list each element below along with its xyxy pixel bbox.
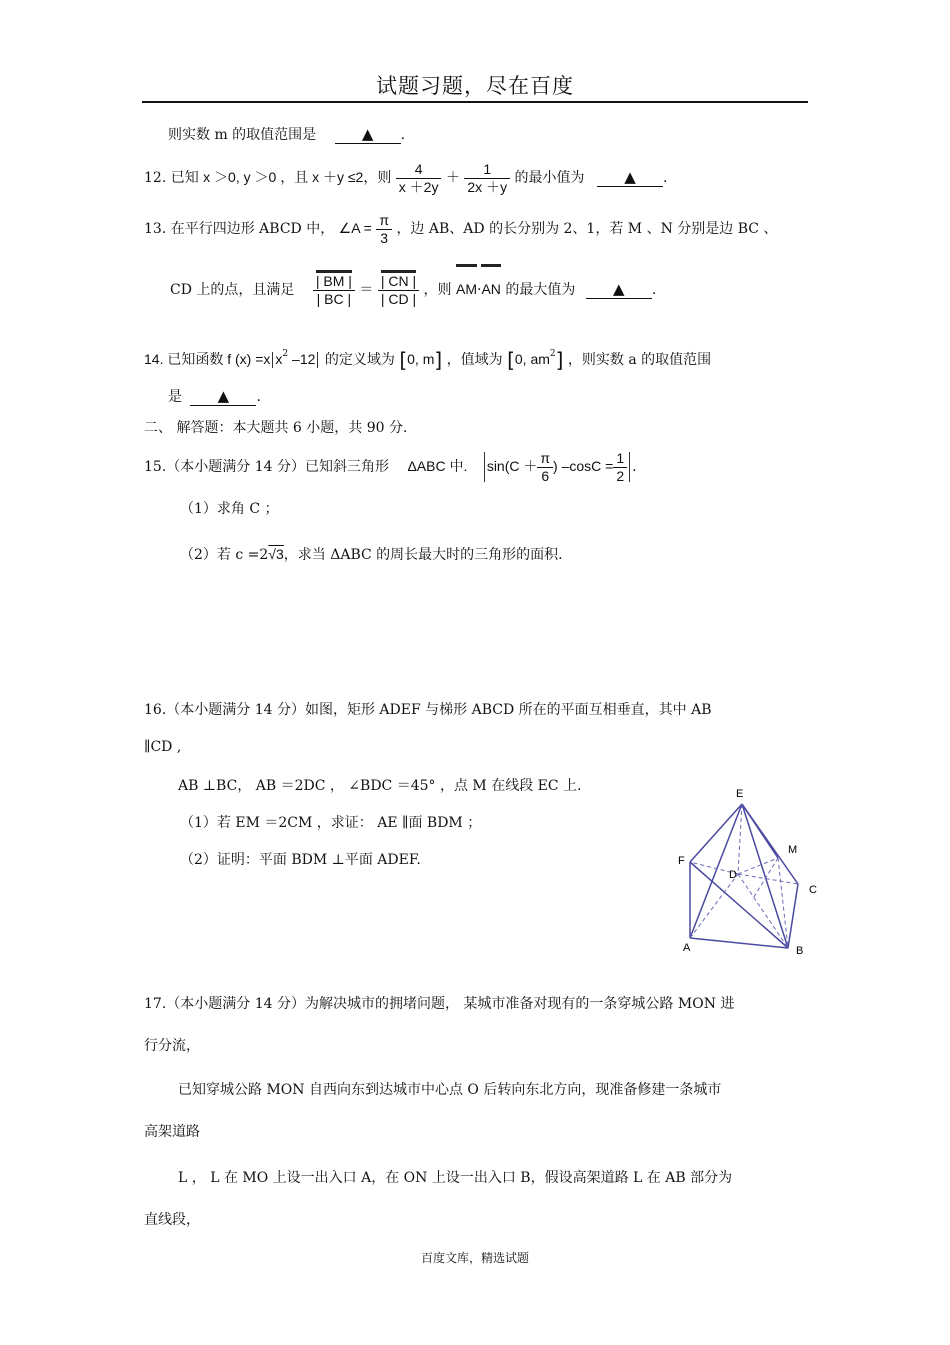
q13-ratio-2-denominator: | CD |	[378, 290, 419, 308]
q17-line-1: 17.（本小题满分 14 分）为解决城市的拥堵问题， 某城市准备对现有的一条穿城公路 MON 进	[144, 996, 735, 1012]
q13-line2-tail: 的最大值为	[505, 282, 576, 298]
q15-pi-fraction	[537, 450, 553, 485]
q15-end: .	[632, 459, 637, 475]
page-header-title: 试题习题，尽在百度	[376, 74, 574, 98]
q15-part-2-post: ，求当 ΔABC 的周长最大时的三角形的面积.	[283, 547, 563, 563]
question-14-line-2: 是 ▲ .	[168, 387, 261, 405]
fig-label-e: E	[736, 788, 744, 800]
question-14	[144, 342, 711, 372]
q16-line-1: 16.（本小题满分 14 分）如图，矩形 ADEF 与梯形 ABCD 所在的平面互相垂直，其中 AB	[144, 702, 712, 718]
q14-exponent: 2	[282, 349, 289, 359]
q15-half-numerator: 1	[616, 449, 625, 466]
q12-f1-denominator: x ＋2y	[396, 178, 442, 196]
q13-vector-am: AM	[456, 267, 477, 311]
q13-dot: ·	[477, 282, 482, 298]
triangle-icon: ▲	[361, 125, 374, 143]
q17-line-6: 直线段，	[144, 1212, 200, 1228]
section-2-heading: 二、 解答题：本大题共 6 小题，共 90 分.	[144, 420, 408, 436]
triangle-icon: ▲	[613, 280, 625, 298]
q14-tail: ，则实数 a 的取值范围	[567, 352, 712, 368]
q16-part-2: （2）证明：平面 BDM ⊥平面 ADEF.	[180, 852, 421, 868]
q13-angle-numerator: π	[379, 211, 389, 228]
q13-angle-fraction	[376, 212, 392, 247]
q13-ratio-1-denominator: | BC |	[313, 290, 355, 308]
q15-pi-denominator: 6	[537, 467, 553, 485]
question-12: 12. 已知 x ＞0, y ＞0 ，且 x ＋y ≤2，则 $\frac{4}{x +2y}$ ＋ $\frac{1}{2x +y}$ 的最小值为 ▲ .	[144, 160, 668, 195]
q17-line-2: 行分流，	[144, 1038, 200, 1054]
triangle-icon: ▲	[217, 387, 230, 405]
q12-lead: 12. 已知	[144, 170, 199, 186]
q14-range-right: ]	[555, 348, 564, 372]
q14-range-body: 0, am	[514, 351, 550, 367]
q13-line2-lead: CD 上的点，且满足	[170, 282, 295, 298]
q12-condition: x ＞0, y ＞0 ，且 x ＋y ≤2，则	[203, 169, 392, 185]
q14-line2: 是	[168, 389, 182, 405]
fig-label-b: B	[796, 945, 804, 957]
q15-part-1: （1）求角 C ；	[180, 501, 279, 517]
header-rule	[142, 101, 808, 103]
q14-domain-body: 0, m	[407, 351, 435, 367]
fig-label-c: C	[809, 884, 817, 896]
q12-f2-denominator: 2x ＋y	[464, 178, 510, 196]
q16-line-2: ∥CD ,	[144, 739, 182, 755]
fig-label-m: M	[788, 844, 798, 856]
fig-label-d: D	[729, 869, 737, 881]
triangle-icon: ▲	[624, 168, 636, 186]
answer-blank	[335, 126, 401, 144]
q12-f2-numerator: 1	[483, 160, 492, 177]
fig-label-f: F	[678, 855, 685, 867]
q17-line-3: 已知穿城公路 MON 自西向东到达城市中心点 O 后转向东北方向，现准备修建一条城市	[178, 1082, 722, 1098]
q14-domain-right: ]	[434, 348, 443, 372]
q16-line-3: AB ⊥BC， AB ＝2DC ， ∠BDC ＝45° ，点 M 在线段 EC 上.	[178, 778, 582, 794]
q15-half-denominator: 2	[613, 467, 627, 485]
q12-tail: 的最小值为	[514, 170, 585, 186]
answer-blank	[586, 281, 652, 299]
answer-blank	[597, 169, 663, 187]
question-15	[144, 446, 637, 487]
q13-ratio-2	[378, 273, 419, 308]
q13-eq: ＝	[359, 282, 374, 298]
q16-figure-svg	[672, 782, 832, 962]
q12-plus: ＋	[445, 170, 460, 186]
q15-part-2-pre: （2）若 c =2	[180, 547, 269, 563]
q14-mid2: ，值域为	[446, 352, 503, 368]
q14-range-exponent: 2	[549, 349, 556, 359]
q12-f1-numerator: 4	[414, 160, 423, 177]
q13-lead: 13. 在平行四边形 ABCD 中，	[144, 221, 335, 237]
q17-line-5: L ， L 在 MO 上设一出入口 A，在 ON 上设一出入口 B，假设高架道路 L 在 AB 部分为	[178, 1170, 733, 1186]
q17-line-4: 高架道路	[144, 1124, 200, 1140]
q16-geometry-figure	[672, 782, 832, 966]
q13-ratio-1-numerator: | BM |	[315, 272, 352, 289]
question-13	[144, 208, 777, 249]
question-13-line-2: CD 上的点，且满足 $\frac{| BM |}{| BC |}$ ＝ $\frac{| CN |}{| CD |}$ ，则 AM·AN 的最大值为 ▲ .	[170, 267, 656, 312]
q15-pi-numerator: π	[540, 449, 551, 466]
q12-fraction-1	[396, 161, 442, 196]
q14-domain-left: [	[399, 348, 408, 372]
q14-mid1: 的定义域为	[324, 352, 395, 368]
q13-line2-mid: ，则	[423, 282, 452, 298]
q15-sin-pre: sin(C ＋	[486, 458, 538, 474]
q11-tail: 则实数 m 的取值范围是 ▲ .	[168, 125, 406, 143]
q15-half-fraction	[613, 450, 627, 485]
q15-triangle: ΔABC 中.	[407, 458, 468, 474]
q15-lead: 15.（本小题满分 14 分）已知斜三角形	[144, 459, 389, 475]
answer-blank	[190, 388, 256, 406]
q14-range-left: [	[507, 348, 515, 372]
fig-label-a: A	[683, 942, 691, 954]
q13-vector-an: AN	[481, 267, 500, 311]
q16-part-1: （1）若 EM ＝2CM ，求证： AE ∥面 BDM ；	[180, 815, 482, 831]
q14-abs-rest: –12	[288, 351, 316, 367]
page-footer: 百度文库，精选试题	[420, 1251, 529, 1265]
q15-sin-post: ) –cosC =	[553, 458, 614, 474]
q14-abs-body: x	[275, 351, 283, 367]
q14-lead: 14. 已知函数 f (x) =x	[144, 351, 271, 367]
q13-angle-denominator: 3	[376, 229, 392, 247]
q12-fraction-2	[464, 161, 510, 196]
q11-text: 则实数 m 的取值范围是	[168, 127, 317, 143]
q13-ratio-2-numerator: | CN |	[380, 272, 417, 289]
q15-sqrt: √3	[268, 546, 284, 562]
q13-angle: ∠A =	[338, 220, 372, 236]
q13-ratio-1	[313, 273, 355, 308]
q15-part-2	[180, 544, 563, 565]
q13-mid: ，边 AB、AD 的长分别为 2、1，若 M 、N 分别是边 BC 、	[396, 221, 778, 237]
